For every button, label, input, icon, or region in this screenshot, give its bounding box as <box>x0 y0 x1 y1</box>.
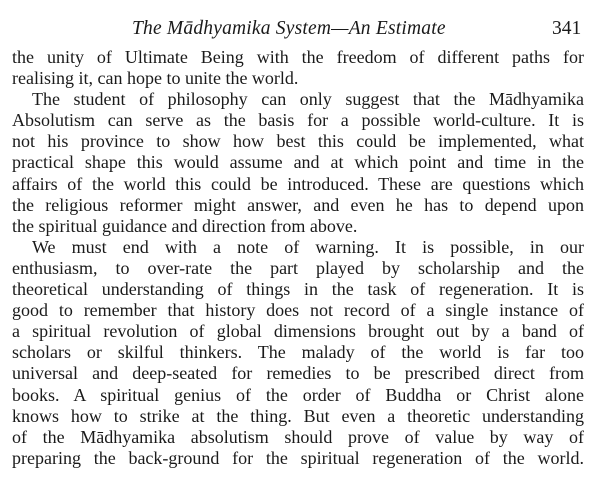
text-line: scholars or skilful thinkers. The malady of the world is far too <box>12 342 584 363</box>
running-head <box>0 18 600 44</box>
text-line: the religious reformer might answer, and even he has to depend upon <box>12 194 584 215</box>
text-line: The student of philosophy can only suggest that the Mādhyamika <box>32 89 584 110</box>
text-line: Absolutism can serve as the basis for a possible world-culture. It is <box>12 110 584 131</box>
text-line: We must end with a note of warning. It is possible, in our <box>32 236 584 257</box>
body-text <box>12 47 584 469</box>
text-line: preparing the back-ground for the spiritual regeneration of the world. <box>12 447 584 468</box>
running-title: The Mādhyamika System—An Estimate <box>132 18 446 39</box>
text-line: the unity of Ultimate Being with the freedom of different paths for <box>12 47 584 67</box>
text-line: knows how to strike at the thing. But even a theoretic understanding <box>12 405 584 426</box>
text-line: enthusiasm, to over-rate the part played by scholarship and the <box>12 257 584 278</box>
paragraph-student-of-philosophy <box>12 89 584 237</box>
text-line: good to remember that history does not record of a single instance of <box>12 300 584 321</box>
text-line: books. A spiritual genius of the order of Buddha or Christ alone <box>12 384 584 405</box>
paragraph-continuation <box>12 47 584 89</box>
text-line: not his province to show how best this could be implemented, what <box>12 131 584 152</box>
page-number: 341 <box>552 18 582 39</box>
text-line: a spiritual revolution of global dimensions brought out by a band of <box>12 321 584 342</box>
paragraph-note-of-warning <box>12 237 584 469</box>
text-line: affairs of the world this could be introduced. These are questions which <box>12 173 584 194</box>
text-line: universal and deep-seated for remedies to be prescribed direct from <box>12 363 584 384</box>
text-line: of the Mādhyamika absolutism should prove of value by way of <box>12 426 584 447</box>
text-line: the spiritual guidance and direction from above. <box>12 215 358 236</box>
text-line: theoretical understanding of things in the task of regeneration. It is <box>12 279 584 300</box>
text-line: practical shape this would assume and at which point and time in the <box>12 152 584 173</box>
text-line: realising it, can hope to unite the world. <box>12 68 299 89</box>
